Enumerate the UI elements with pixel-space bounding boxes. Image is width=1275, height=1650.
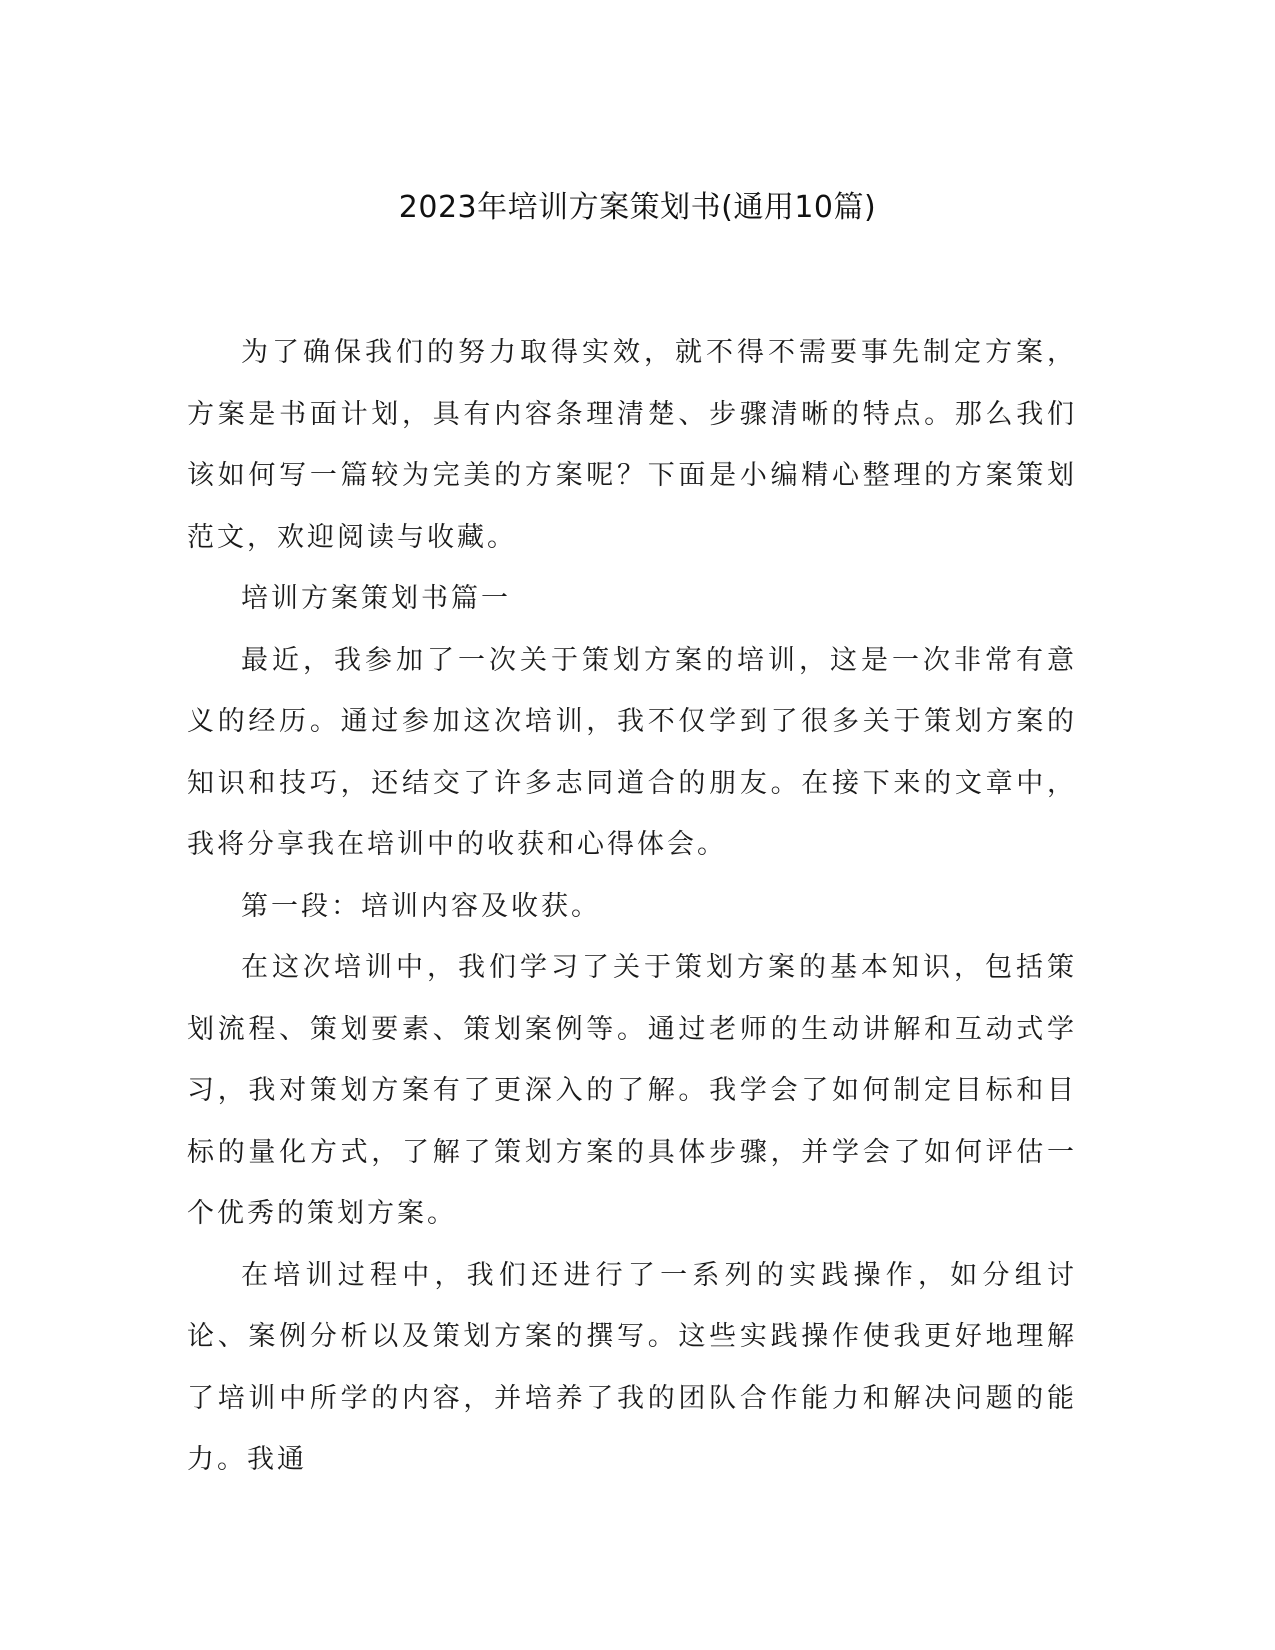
body-paragraph: 最近，我参加了一次关于策划方案的培训，这是一次非常有意义的经历。通过参加这次培训，我不仅学到了很多关于策划方案的知识和技巧，还结交了许多志同道合的朋友。在接下来的文章中，我将分享我在培训中的收获和心得体会。	[187, 644, 1077, 860]
section-heading-first-segment: 第一段：培训内容及收获。	[241, 890, 601, 922]
body-paragraph: 在这次培训中，我们学习了关于策划方案的基本知识，包括策划流程、策划要素、策划案例等。通过老师的生动讲解和互动式学习，我对策划方案有了更深入的了解。我学会了如何制定目标和目标的量化方式，了解了策划方案的具体步骤，并学会了如何评估一个优秀的策划方案。	[187, 952, 1077, 1229]
body-paragraph: 在培训过程中，我们还进行了一系列的实践操作，如分组讨论、案例分析以及策划方案的撰写。这些实践操作使我更好地理解了培训中所学的内容，并培养了我的团队合作能力和解决问题的能力。我通	[187, 1259, 1077, 1475]
intro-paragraph: 为了确保我们的努力取得实效，就不得不需要事先制定方案，方案是书面计划，具有内容条理清楚、步骤清晰的特点。那么我们该如何写一篇较为完美的方案呢？下面是小编精心整理的方案策划范文，欢迎阅读与收藏。	[187, 337, 1077, 553]
document-title: 2023年培训方案策划书(通用10篇)	[398, 190, 877, 225]
document-body	[187, 322, 1077, 1491]
section-heading-part-one: 培训方案策划书篇一	[241, 583, 511, 614]
